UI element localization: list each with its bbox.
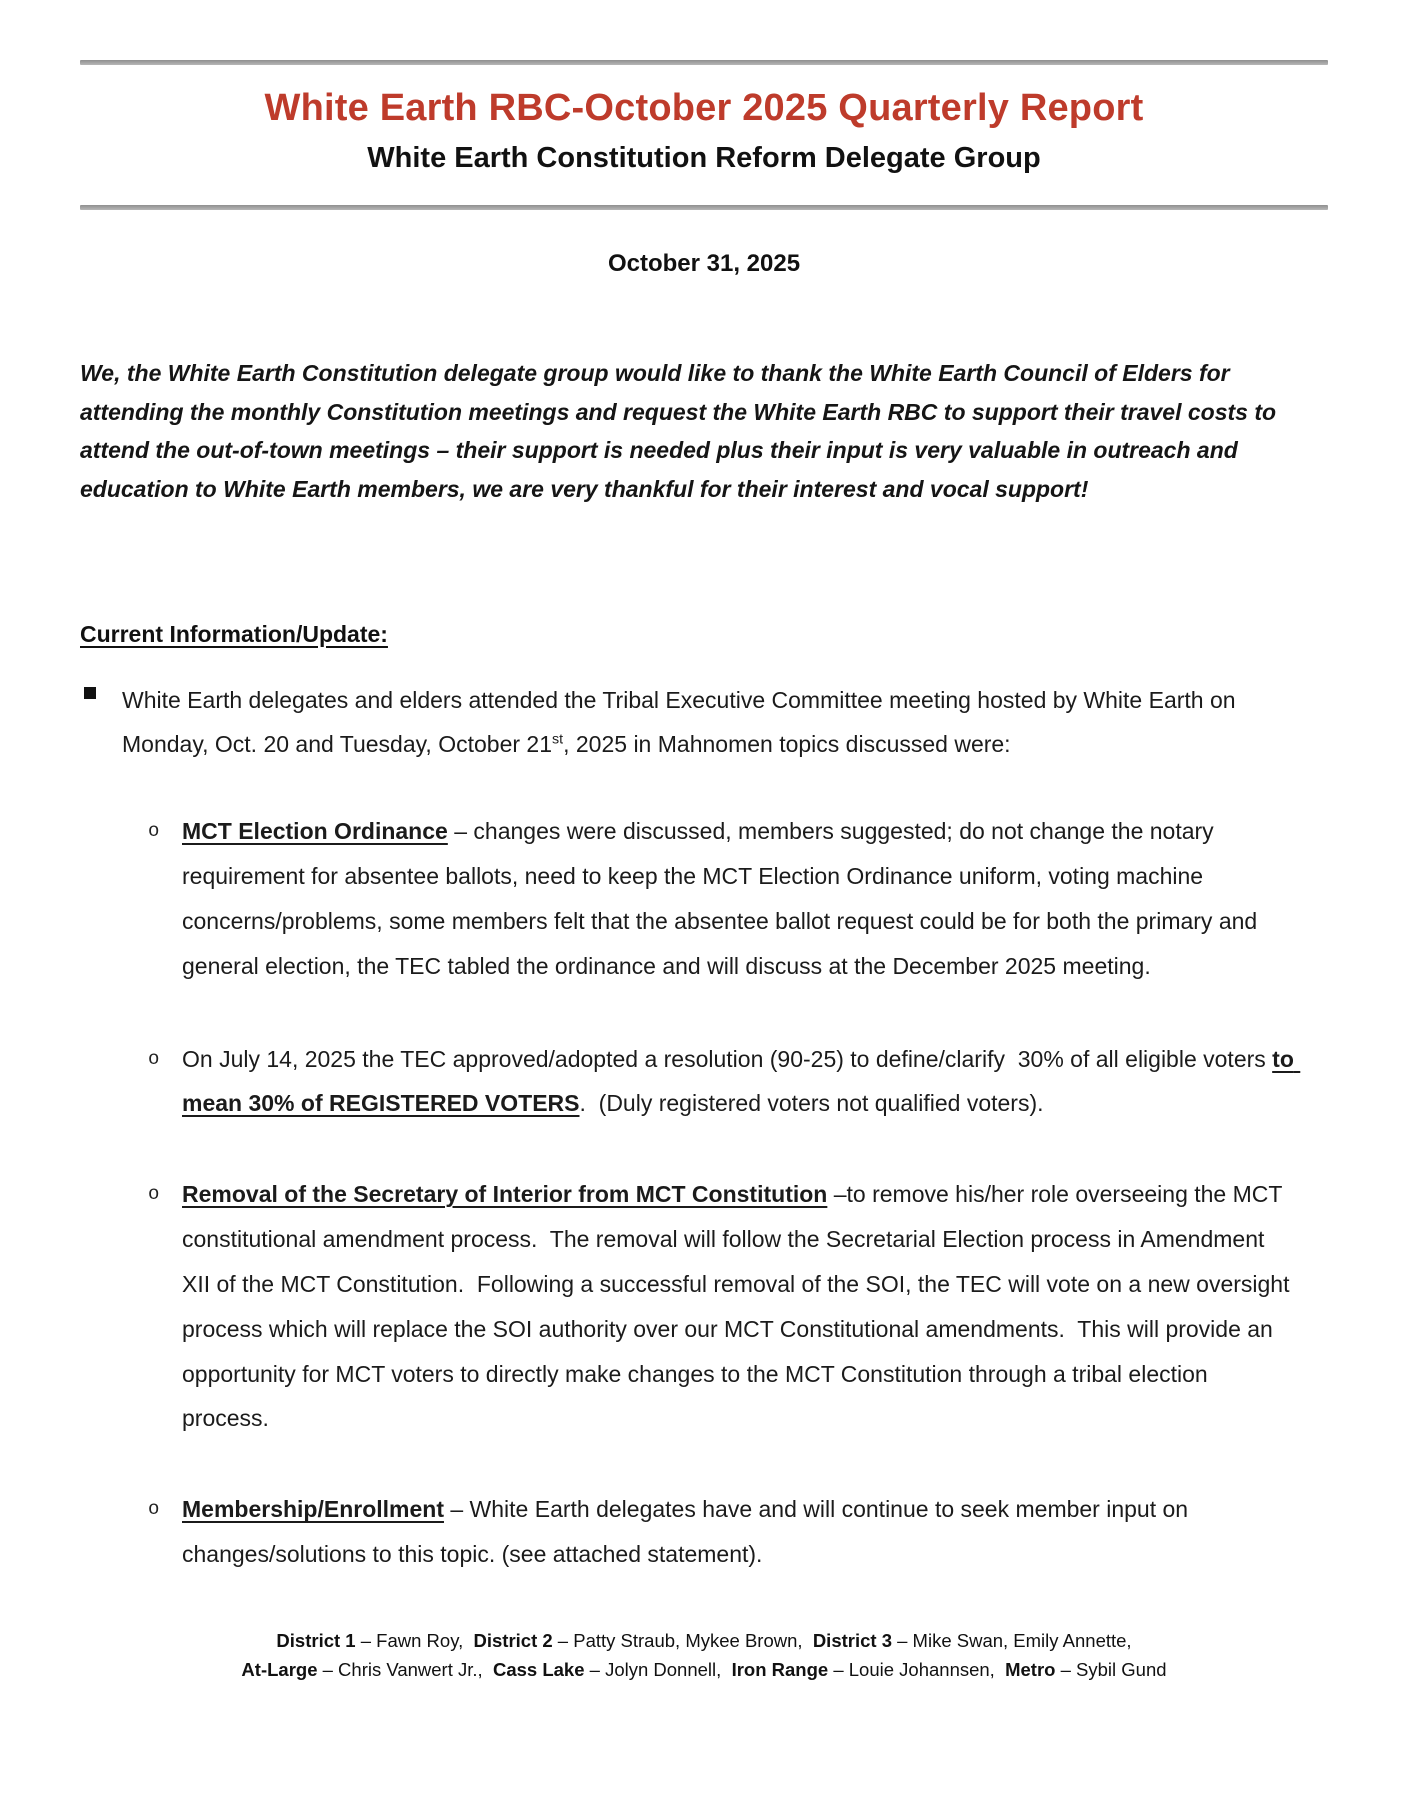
footer-delegates <box>80 1627 1328 1684</box>
sub-bullet-text: Removal of the Secretary of Interior from MCT Constitution –to remove his/her role overseeing the MCT constitutional amendment process. The removal will follow the Secretarial Election process in Amendment XII of the MCT Constitution. Following a successful removal of the SOI, the TEC will vote on a new oversight process which will replace the SOI authority over our MCT Constitutional amendments. This will provide an opportunity for MCT voters to directly make changes to the MCT Constitution through a tribal election process. <box>182 1181 1296 1432</box>
sub-bullet-text: On July 14, 2025 the TEC approved/adopted a resolution (90-25) to define/clarify 30% of all eligible voters to mean 30% of REGISTERED VOTERS. (Duly registered voters not qualified voters). <box>182 1045 1301 1117</box>
report-title: White Earth RBC-October 2025 Quarterly Report <box>264 87 1144 129</box>
top-divider <box>80 60 1328 65</box>
report-subtitle: White Earth Constitution Reform Delegate Group <box>367 142 1041 174</box>
circle-bullet-icon: o <box>148 820 160 843</box>
section-heading: Current Information/Update: <box>80 620 388 647</box>
footer-line-districts: District 1 – Fawn Roy, District 2 – Patty Straub, Mykee Brown, District 3 – Mike Swan, Emily Annette, <box>276 1630 1132 1651</box>
sub-bullet-resolution <box>148 1037 1328 1127</box>
sub-bullet-mct-election-ordinance <box>148 809 1328 988</box>
bullet-text: White Earth delegates and elders attended the Tribal Executive Committee meeting hosted by White Earth on Monday, Oct. 20 and Tuesday, October 21st, 2025 in Mahnomen topics discussed were: <box>122 686 1242 758</box>
intro-paragraph: We, the White Earth Constitution delegate group would like to thank the White Earth Council of Elders for attending the monthly Constitution meetings and request the White Earth RBC to support their travel costs to attend the out-of-town meetings – their support is needed plus their input is very valuable in outreach and education to White Earth members, we are very thankful for their interest and vocal support! <box>80 360 1283 502</box>
bullet-item <box>80 678 1328 768</box>
sub-bullet-text: MCT Election Ordinance – changes were discussed, members suggested; do not change the notary requirement for absentee ballots, need to keep the MCT Election Ordinance uniform, voting machine concerns/problems, some members felt that the absentee ballot request could be for both the primary and general election, the TEC tabled the ordinance and will discuss at the December 2025 meeting. <box>182 818 1264 979</box>
sub-bullet-membership-enrollment <box>148 1487 1328 1577</box>
header-divider <box>80 205 1328 210</box>
bullet-marker-col <box>80 678 122 699</box>
circle-bullet-icon: o <box>148 1047 160 1070</box>
sub-bullet-text: Membership/Enrollment – White Earth delegates have and will continue to seek member input on changes/solutions to this topic. (see attached statement). <box>182 1496 1195 1568</box>
report-date: October 31, 2025 <box>607 250 801 277</box>
circle-bullet-icon: o <box>148 1183 160 1206</box>
sub-bullet-list <box>148 809 1328 1577</box>
sub-bullet-removal-of-soi <box>148 1172 1328 1441</box>
circle-bullet-icon: o <box>148 1498 160 1521</box>
footer-line-at-large: At-Large – Chris Vanwert Jr., Cass Lake – Jolyn Donnell, Iron Range – Louie Johannsen, Metro – Sybil Gund <box>241 1658 1167 1680</box>
square-bullet-icon <box>84 687 96 699</box>
